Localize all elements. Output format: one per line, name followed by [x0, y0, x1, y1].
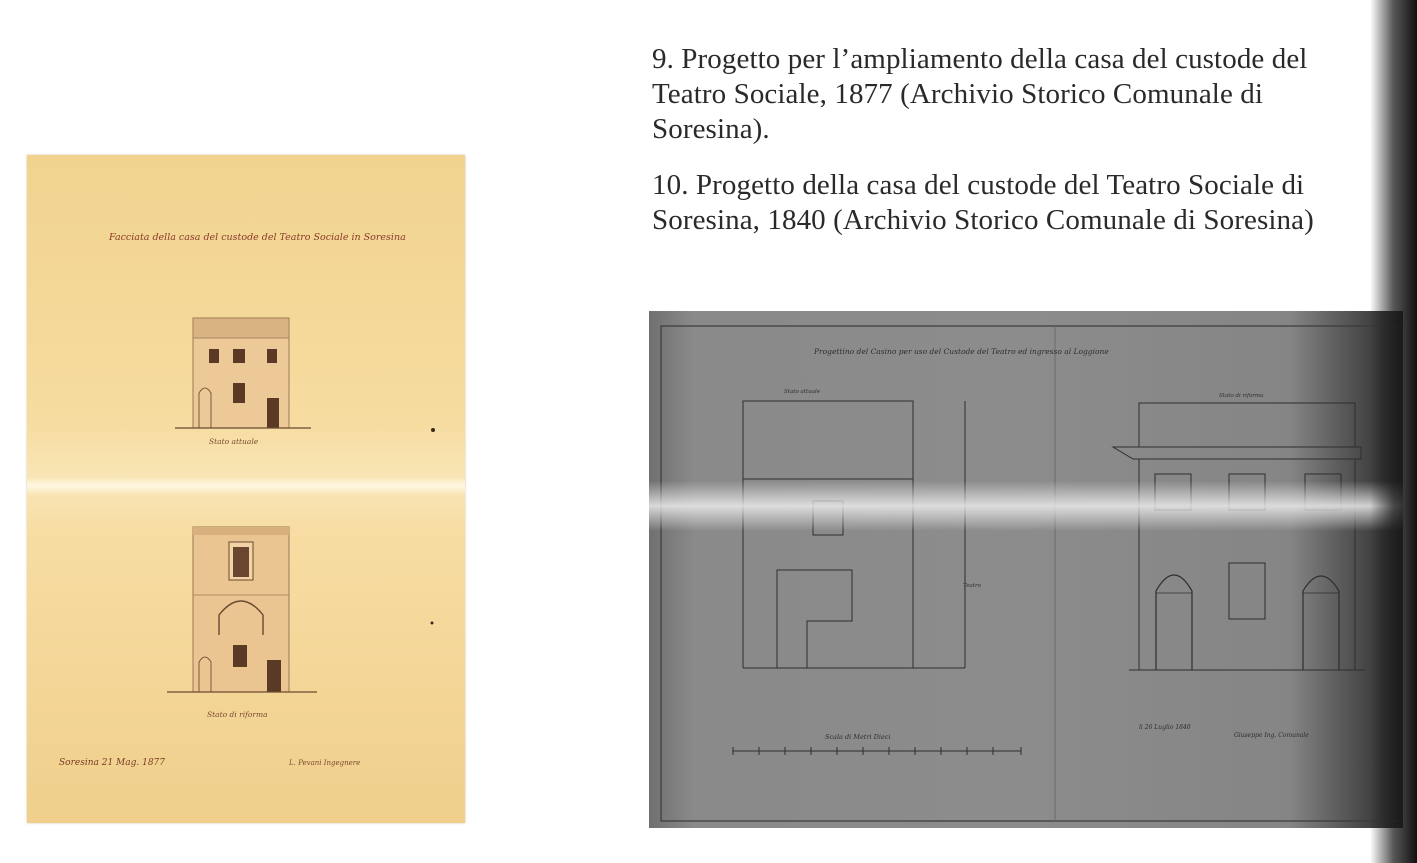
caption-figure-9	[652, 42, 1402, 147]
figure-9-sketch	[27, 155, 465, 823]
elevation-reform	[1113, 393, 1365, 670]
page-gutter-shadow	[1370, 0, 1417, 863]
figure-9-signature: L. Pevani Ingegnere	[289, 759, 361, 767]
caption-10-line-2: Soresina, 1840 (Archivio Storico Comunale di Soresina)	[652, 204, 1314, 236]
facade-existing	[175, 318, 311, 446]
caption-9-line-3: Soresina).	[652, 113, 770, 145]
figure-9-place-date: Soresina 21 Mag. 1877	[59, 758, 166, 768]
figure-10-signature: Giuseppe Ing. Comunale	[1234, 732, 1309, 739]
pin-mark	[431, 428, 435, 432]
caption-figure-10	[652, 168, 1402, 238]
scale-label: Scala di Metri Dieci	[825, 733, 891, 741]
figure-9-drawing	[27, 155, 465, 823]
label-right-state: Stato di riforma	[1219, 393, 1264, 399]
photo-glare	[649, 481, 1403, 531]
scale-bar	[733, 733, 1021, 755]
label-reform-state: Stato di riforma	[207, 710, 268, 719]
label-side: Teatro	[963, 583, 981, 589]
figure-10-title: Progettino del Casino per uso del Custode del Teatro ed ingresso al Loggione	[814, 347, 1109, 356]
label-left-state: Stato attuale	[784, 389, 821, 395]
label-existing-state: Stato attuale	[209, 437, 259, 446]
caption-9-line-2: Teatro Sociale, 1877 (Archivio Storico Comunale di	[652, 78, 1264, 110]
caption-10-line-1: 10. Progetto della casa del custode del Teatro Sociale di	[652, 169, 1305, 201]
caption-block	[652, 42, 1402, 238]
caption-9-line-1: 9. Progetto per l’ampliamento della casa del custode del	[652, 43, 1308, 75]
pin-mark	[431, 622, 434, 625]
figure-10-sketch	[649, 311, 1403, 828]
figure-9-title: Facciata della casa del custode del Teatro Sociale in Soresina	[109, 232, 406, 243]
figure-10-date: li 26 Luglio 1840	[1139, 724, 1191, 731]
facade-reform	[167, 527, 317, 719]
figure-10-drawing	[649, 311, 1403, 828]
